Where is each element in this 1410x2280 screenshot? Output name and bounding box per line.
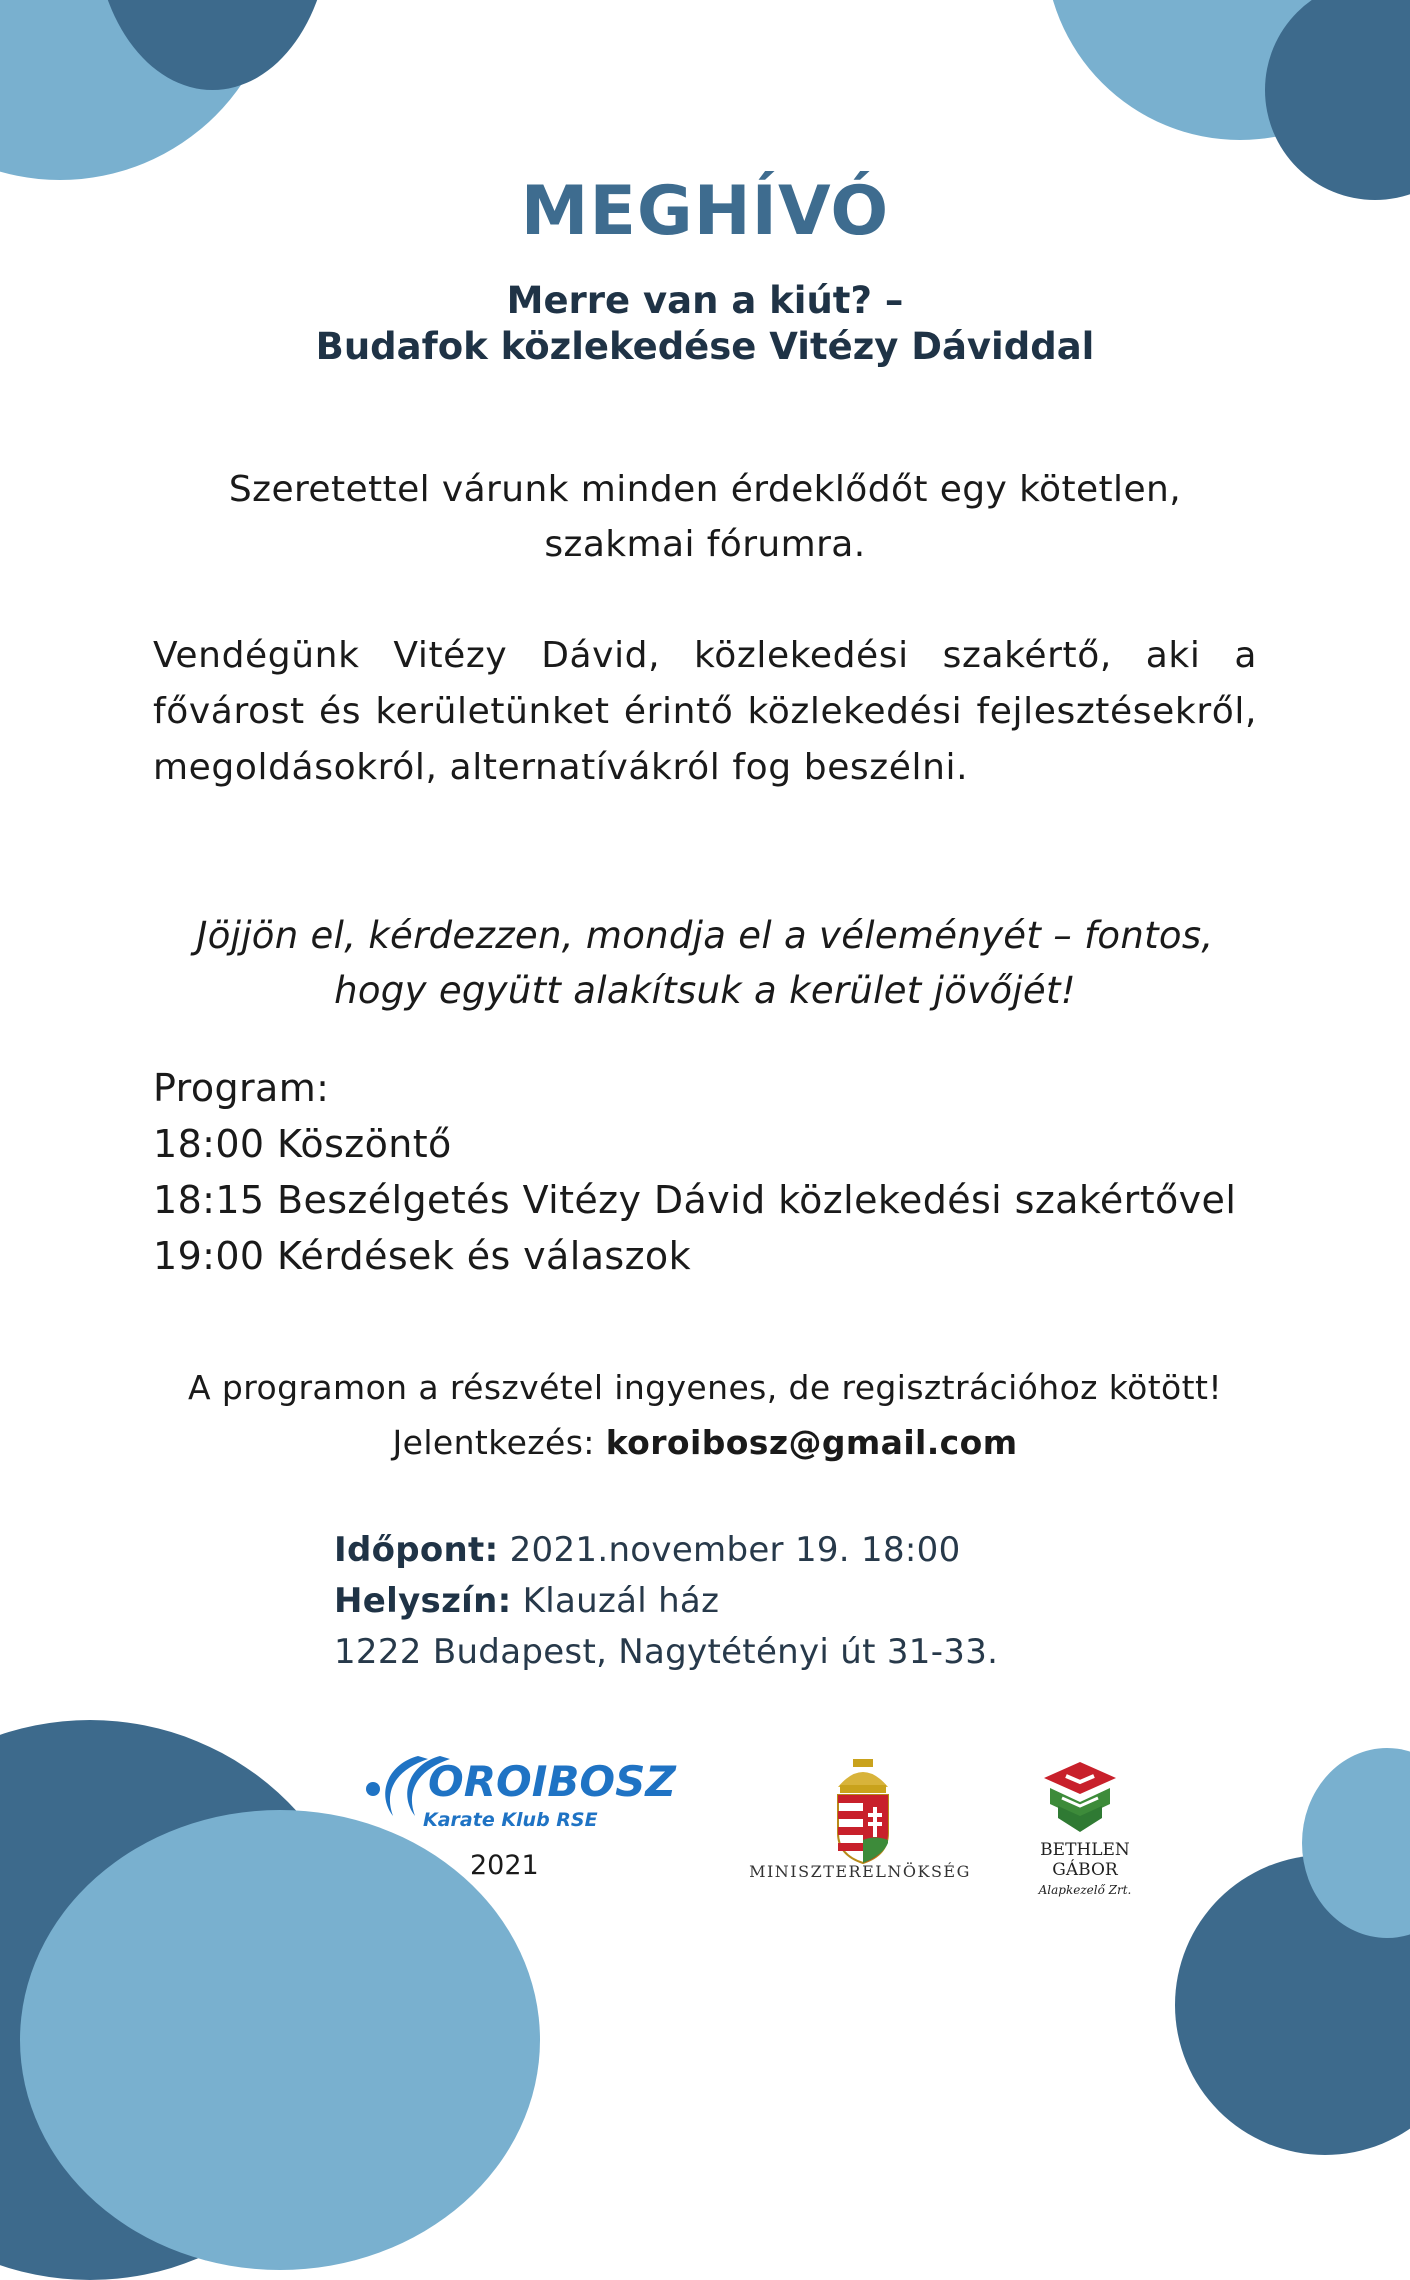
koroibosz-sub: Karate Klub RSE <box>423 1809 598 1831</box>
place-label: Helyszín: <box>334 1581 512 1621</box>
intro-paragraph <box>150 462 1260 572</box>
quote-line-2: hogy együtt alakítsuk a kerület jövőjét! <box>334 969 1076 1012</box>
koroibosz-name: OROIBOSZ <box>428 1757 676 1806</box>
program-list <box>153 1060 1353 1284</box>
bethlen-gabor-name <box>1010 1840 1160 1900</box>
event-details <box>334 1525 1234 1678</box>
decor-circle-bottom-left-light <box>20 1810 540 2270</box>
program-heading: Program: <box>153 1066 330 1110</box>
time-label: Időpont: <box>334 1530 499 1570</box>
subtitle-line-2: Budafok közlekedése Vitézy Dáviddal <box>315 325 1095 368</box>
bethlen-gabor-line2: Alapkezelő Zrt. <box>1038 1883 1132 1897</box>
quote-line-1: Jöjjön el, kérdezzen, mondja el a véleményét – fontos, <box>196 914 1214 957</box>
intro-line-1: Szeretettel várunk minden érdeklődőt egy kötetlen, <box>228 469 1182 510</box>
bethlen-gabor-line1: BETHLEN GÁBOR <box>1040 1840 1130 1880</box>
quote-paragraph <box>130 908 1280 1018</box>
place-row <box>334 1576 1234 1627</box>
place-value: Klauzál ház <box>522 1581 720 1621</box>
ministry-name: MINISZTERELNÖKSÉG <box>749 1862 971 1881</box>
guest-paragraph: Vendégünk Vitézy Dávid, közlekedési szakértő, aki a fővárost és kerületünket érintő közlekedési fejlesztésekről, megoldásokról, alternatívákról fog beszélni. <box>153 635 1257 788</box>
registration-block <box>0 1360 1410 1470</box>
registration-note: A programon a részvétel ingyenes, de regisztrációhoz kötött! <box>188 1368 1222 1407</box>
registration-contact <box>0 1415 1410 1470</box>
time-value: 2021.november 19. 18:00 <box>509 1530 961 1570</box>
koroibosz-logo <box>358 1744 698 1844</box>
subtitle-line-1: Merre van a kiút? – <box>506 279 904 322</box>
intro-line-2: szakmai fórumra. <box>544 524 866 565</box>
program-item: 18:15 Beszélgetés Vitézy Dávid közlekedési szakértővel <box>153 1178 1237 1222</box>
time-row <box>334 1525 1234 1576</box>
program-item: 18:00 Köszöntő <box>153 1122 452 1166</box>
program-item: 19:00 Kérdések és válaszok <box>153 1234 691 1278</box>
event-subtitle <box>0 278 1410 370</box>
registration-email-link[interactable]: koroibosz@gmail.com <box>605 1423 1018 1462</box>
bethlen-gabor-logo-icon <box>1040 1758 1120 1838</box>
koroibosz-year: 2021 <box>470 1850 539 1881</box>
decor-circle-top-right-dark <box>1265 0 1410 200</box>
page-title: MEGHÍVÓ <box>520 172 890 251</box>
address: 1222 Budapest, Nagytétényi út 31-33. <box>334 1632 999 1672</box>
registration-label: Jelentkezés: <box>392 1423 595 1462</box>
